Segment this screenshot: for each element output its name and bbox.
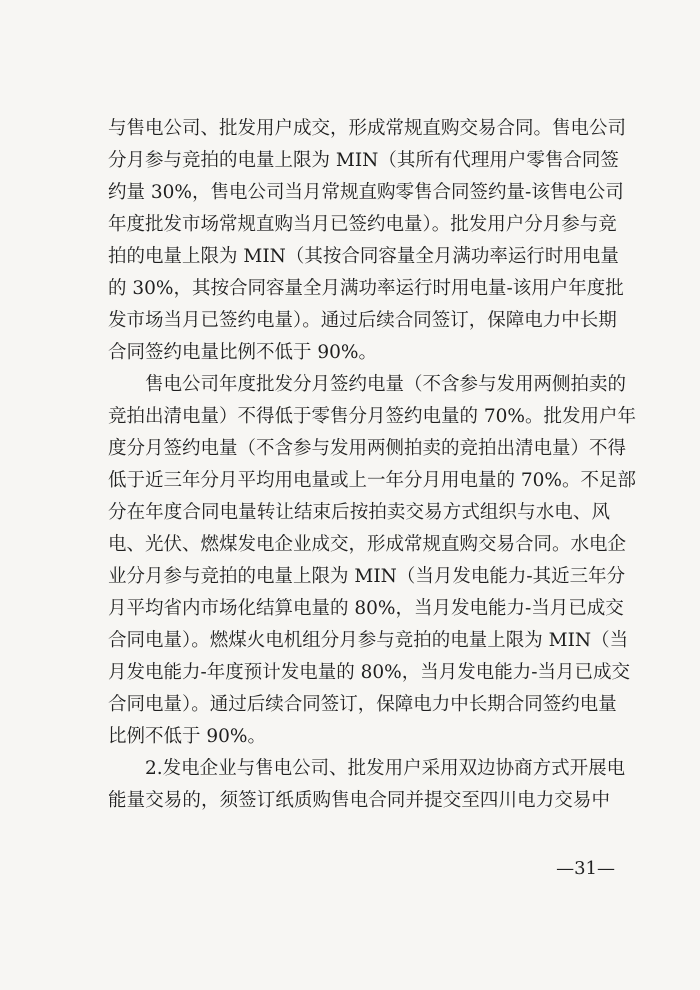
text-line: 低于近三年分月平均用电量或上一年分月用电量的 70%。不足部 (108, 470, 637, 491)
text-line: 月发电能力-年度预计发电量的 80%，当月发电能力-当月已成交 (108, 662, 631, 683)
text-line: 的 30%，其按合同容量全月满功率运行时用电量-该用户年度批 (108, 278, 624, 299)
text-line: 2.发电企业与售电公司、批发用户采用双边协商方式开展电 (145, 758, 626, 779)
text-line: 分月参与竞拍的电量上限为 MIN（其所有代理用户零售合同签 (108, 150, 619, 171)
text-line: 售电公司年度批发分月签约电量（不含参与发用两侧拍卖的 (145, 374, 627, 395)
text-line: 发市场当月已签约电量）。通过后续合同签订，保障电力中长期 (108, 310, 617, 331)
text-line: 竞拍出清电量）不得低于零售分月签约电量的 70%。批发用户年 (108, 406, 637, 427)
page-number: —31— (556, 858, 615, 879)
text-line: 业分月参与竞拍的电量上限为 MIN（当月发电能力-其近三年分 (108, 566, 626, 587)
text-line: 能量交易的，须签订纸质购售电合同并提交至四川电力交易中 (108, 790, 610, 811)
text-line: 合同电量）。通过后续合同签订，保障电力中长期合同签约电量 (108, 694, 617, 715)
text-line: 比例不低于 90%。 (108, 726, 267, 747)
body-text (108, 113, 637, 817)
text-line: 约量 30%，售电公司当月常规直购零售合同签约量-该售电公司 (108, 182, 624, 203)
text-line: 合同电量）。燃煤火电机组分月参与竞拍的电量上限为 MIN（当 (108, 630, 629, 651)
text-line: 与售电公司、批发用户成交，形成常规直购交易合同。售电公司 (108, 118, 627, 139)
text-line: 分在年度合同电量转让结束后按拍卖交易方式组织与水电、风 (108, 502, 610, 523)
text-line: 度分月签约电量（不含参与发用两侧拍卖的竞拍出清电量）不得 (108, 438, 627, 459)
text-line: 月平均省内市场化结算电量的 80%，当月发电能力-当月已成交 (108, 598, 624, 619)
text-line: 拍的电量上限为 MIN（其按合同容量全月满功率运行时用电量 (108, 246, 619, 267)
text-line: 合同签约电量比例不低于 90%。 (108, 342, 378, 363)
text-line: 电、光伏、燃煤发电企业成交，形成常规直购交易合同。水电企 (108, 534, 627, 555)
text-line: 年度批发市场常规直购当月已签约电量）。批发用户分月参与竞 (108, 214, 617, 235)
